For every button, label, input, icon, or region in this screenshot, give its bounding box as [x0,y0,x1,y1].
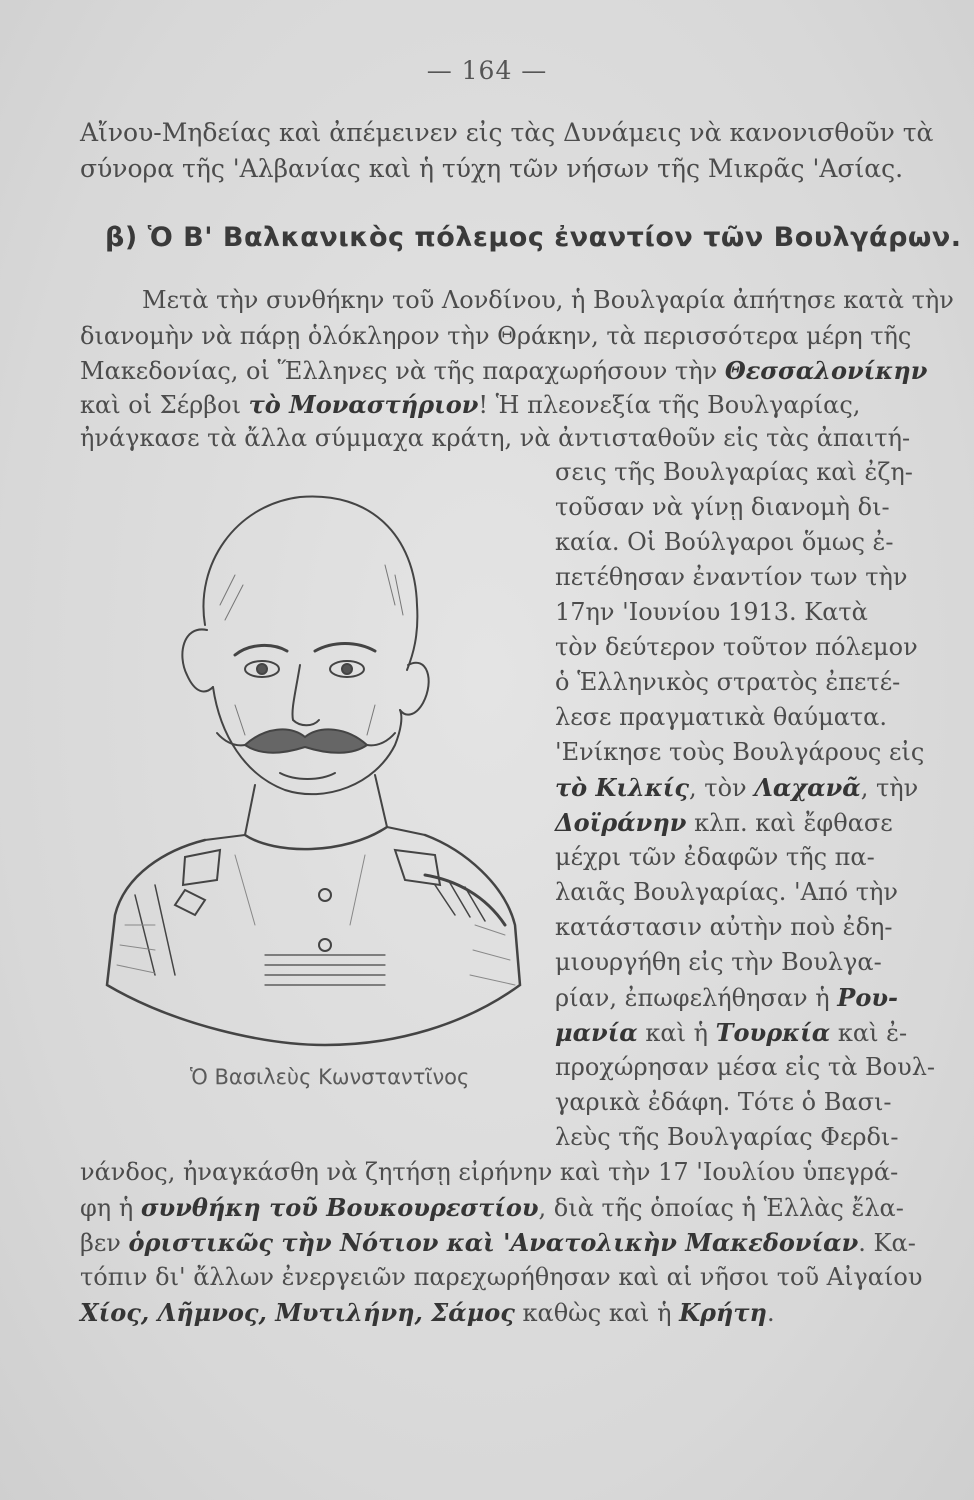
para1-line-4-text: καὶ οἱ Σέρβοι [80,391,241,419]
column-line-3: καία. Οἱ Βούλγαροι ὅμως ἐ- [555,528,894,556]
column-line-13: λαιᾶς Βουλγαρίας. 'Από τὴν [555,878,898,906]
para1-line-4 [80,390,860,419]
column-line-10-text: , τὸν [689,774,747,802]
emphasis-thessaloniki: Θεσσαλονίκην [724,356,928,385]
para2-line-3 [80,1228,916,1257]
emphasis-doirani: Δοϊράνην [555,808,687,837]
column-line-11 [555,808,893,837]
column-line-14: κατάστασιν αὐτὴν ποὺ ἐδη- [555,913,893,941]
column-line-19: γαρικὰ ἐδάφη. Τότε ὁ Βασι- [555,1088,892,1116]
column-line-7: ὁ Ἑλληνικὸς στρατὸς ἐπετέ- [555,668,901,696]
intro-line-2: σύνορα τῆς 'Αλβανίας καὶ ἡ τύχη τῶν νήσων τῆς Μικρᾶς 'Ασίας. [80,154,904,183]
emphasis-romania: Ρου- [837,983,898,1012]
emphasis-monastirion: τὸ Μοναστήριον [248,390,479,419]
emphasis-turkey: Τουρκία [715,1018,831,1047]
column-line-18: προχώρησαν μέσα εἰς τὰ Βουλ- [555,1053,936,1081]
page-number: — 164 — [426,56,548,85]
para1-line-4-rest: ! Ἡ πλεονεξία τῆς Βουλγαρίας, [478,391,861,419]
para2-line-5-text: καθὼς καὶ ἡ [514,1299,680,1327]
section-heading: β) Ὁ Β' Βαλκανικὸς πόλεμος ἐναντίον τῶν Βουλγάρων. [105,222,962,253]
emphasis-kilkis: τὸ Κιλκίς [555,773,690,802]
column-line-8: λεσε πραγματικὰ θαύματα. [555,703,888,731]
para2-line-2-text: φη ἡ [80,1194,134,1222]
column-line-1: σεις τῆς Βουλγαρίας καὶ ἐζη- [555,458,913,486]
para1-line-1: Μετὰ τὴν συνθήκην τοῦ Λονδίνου, ἡ Βουλγαρία ἀπήτησε κατὰ τὴν [142,286,954,314]
column-line-10 [555,773,918,802]
para2-line-5-end: . [766,1299,775,1327]
column-line-4: πετέθησαν ἐναντίον των τὴν [555,563,908,591]
column-line-11-text: κλπ. καὶ ἔφθασε [686,809,893,837]
para1-line-3 [80,356,927,385]
para2-line-2-rest: , διὰ τῆς ὁποίας ἡ Ἑλλὰς ἔλα- [538,1194,904,1222]
column-line-2: τοῦσαν νὰ γίνῃ διανομὴ δι- [555,493,890,521]
para1-line-2: διανομὴν νὰ πάρῃ ὁλόκληρον τὴν Θράκην, τὰ περισσότερα μέρη τῆς [80,322,912,350]
emphasis-romania-end: μανία [555,1018,638,1047]
para2-line-4: τόπιν δι' ἄλλων ἐνεργειῶν παρεχωρήθησαν καὶ αἱ νῆσοι τοῦ Αἰγαίου [80,1263,923,1291]
column-line-9: 'Ενίκησε τοὺς Βουλγάρους εἰς [555,738,925,766]
para2-line-3-rest: . Κα- [858,1229,916,1257]
intro-line-1: Αἴνου-Μηδείας καὶ ἀπέμεινεν εἰς τὰς Δυνάμεις νὰ κανονισθοῦν τὰ [80,118,934,147]
emphasis-bucharest-treaty: συνθήκη τοῦ Βουκουρεστίου [140,1193,539,1222]
portrait-caption: Ὁ Βασιλεὺς Κωνσταντῖνος [190,1065,470,1089]
column-line-12: μέχρι τῶν ἐδαφῶν τῆς πα- [555,843,875,871]
column-line-5: 17ην 'Ιουνίου 1913. Κατὰ [555,598,868,626]
para2-line-2 [80,1193,904,1222]
emphasis-lachanas: Λαχανᾶ [754,773,861,802]
column-line-16-text: ρίαν, ἐπωφελήθησαν ἡ [555,984,830,1012]
head-outline [203,496,417,670]
emphasis-crete: Κρήτη [679,1298,767,1327]
emphasis-islands: Χίος, Λῆμνος, Μυτιλήνη, Σάμος [80,1298,515,1327]
column-line-16 [555,983,898,1012]
column-line-15: μιουργήθη εἰς τὴν Βουλγα- [555,948,882,976]
para1-line-3-text: Μακεδονίας, οἱ Ἕλληνες νὰ τῆς παραχωρήσουν τὴν [80,357,718,385]
column-line-17-rest: καὶ ἐ- [830,1019,908,1047]
para2-line-3-text: βεν [80,1229,121,1257]
king-constantine-portrait [95,455,535,1070]
column-line-17-text: καὶ ἡ [637,1019,716,1047]
column-line-10-rest: , τὴν [860,774,919,802]
para2-line-1: νάνδος, ἠναγκάσθη νὰ ζητήσῃ εἰρήνην καὶ τὴν 17 'Ιουλίου ὑπεγρά- [80,1158,899,1186]
para1-line-5: ἠνάγκασε τὰ ἄλλα σύμμαχα κράτη, νὰ ἀντισταθοῦν εἰς τὰς ἀπαιτή- [80,424,911,452]
column-line-20: λεὺς τῆς Βουλγαρίας Φερδι- [555,1123,899,1151]
column-line-17 [555,1018,907,1047]
column-line-6: τὸν δεύτερον τοῦτον πόλεμον [555,633,918,661]
emphasis-macedonia: ὁριστικῶς τὴν Νότιον καὶ 'Ανατολικὴν Μακεδονίαν [128,1228,859,1257]
para2-line-5 [80,1298,775,1327]
